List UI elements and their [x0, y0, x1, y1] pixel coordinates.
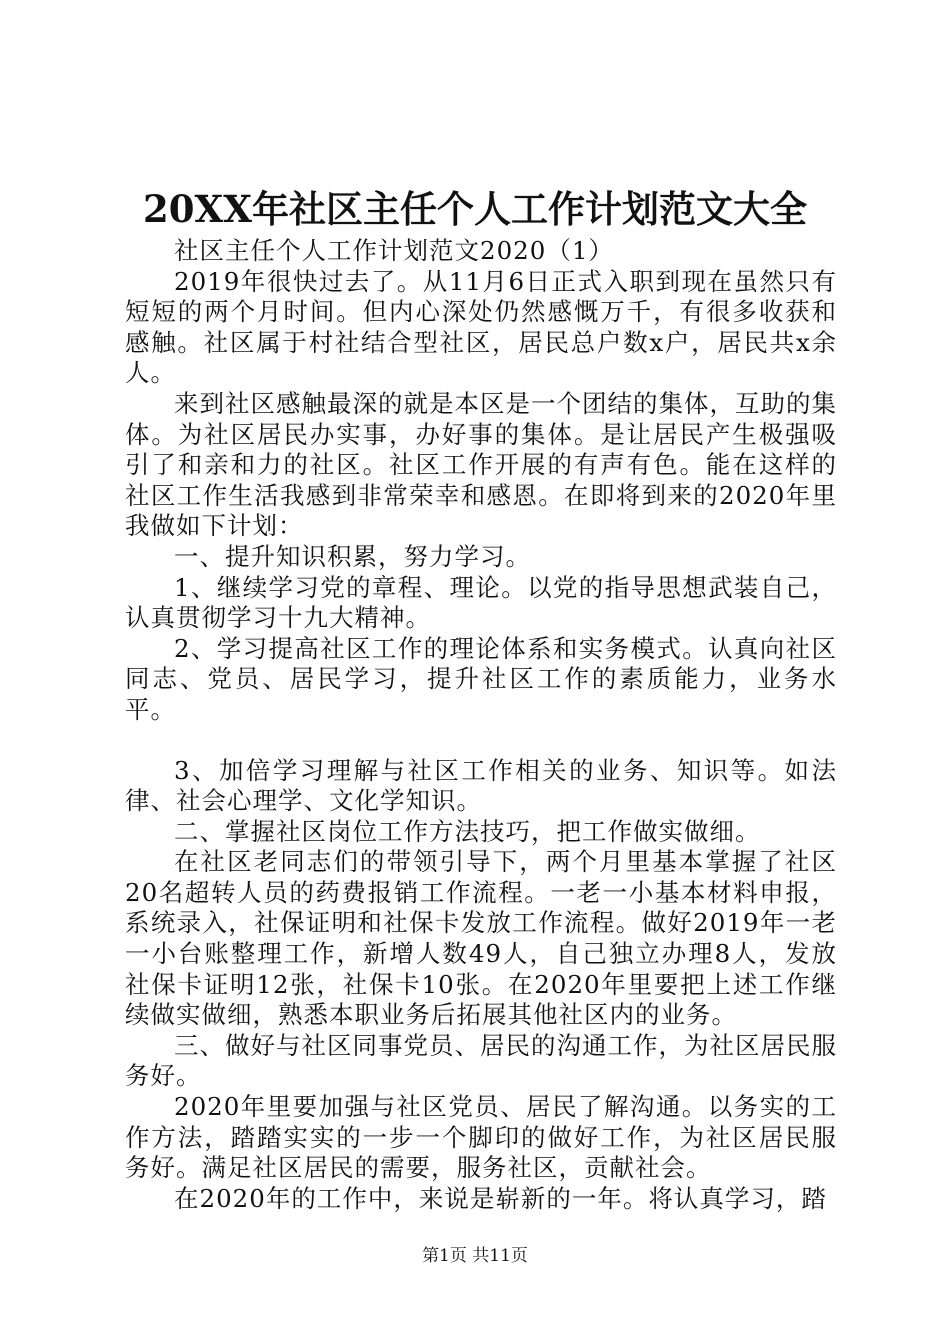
- paragraph: 2019年很快过去了。从11月6日正式入职到现在虽然只有短短的两个月时间。但内心深处仍然感慨万千，有很多收获和感触。社区属于村社结合型社区，居民总户数x户，居民共x余人。: [125, 266, 837, 388]
- section-heading: 二、掌握社区岗位工作方法技巧，把工作做实做细。: [174, 816, 761, 846]
- paragraph-subtitle: 社区主任个人工作计划范文2020（1）: [174, 236, 614, 265]
- document-body: [125, 236, 837, 1214]
- section-heading: 一、提升知识积累，努力学习。: [174, 541, 531, 571]
- paragraph: 2020年里要加强与社区党员、居民了解沟通。以务实的工作方法，踏踏实实的一步一个脚印的做好工作，为社区居民服务好。满足社区居民的需要，服务社区，贡献社会。: [125, 1092, 837, 1183]
- paragraph: 在社区老同志们的带领引导下，两个月里基本掌握了社区20名超转人员的药费报销工作流程。一老一小基本材料申报，系统录入，社保证明和社保卡发放工作流程。做好2019年一老一小台账整理工作，新增人数49人，自己独立办理8人，发放社保卡证明12张，社保卡10张。在2020年里要把上述工作继续做实做细，熟悉本职业务后拓展其他社区内的业务。: [125, 847, 837, 1030]
- document-title: 20XX年社区主任个人工作计划范文大全: [143, 187, 807, 231]
- list-item: 3、加倍学习理解与社区工作相关的业务、知识等。如法律、社会心理学、文化学知识。: [125, 755, 837, 816]
- page-footer: 第1页 共11页: [422, 1246, 528, 1266]
- paragraph: 在2020年的工作中，来说是崭新的一年。将认真学习，踏: [174, 1183, 827, 1213]
- section-heading: 三、做好与社区同事党员、居民的沟通工作，为社区居民服务好。: [125, 1030, 837, 1091]
- list-item: 2、学习提高社区工作的理论体系和实务模式。认真向社区同志、党员、居民学习，提升社区工作的素质能力，业务水平。: [125, 633, 837, 724]
- list-item: 1、继续学习党的章程、理论。以党的指导思想武装自己，认真贯彻学习十九大精神。: [125, 572, 837, 633]
- paragraph: 来到社区感触最深的就是本区是一个团结的集体，互助的集体。为社区居民办实事，办好事的集体。是让居民产生极强吸引了和亲和力的社区。社区工作开展的有声有色。能在这样的社区工作生活我感到非常荣幸和感恩。在即将到来的2020年里我做如下计划：: [125, 388, 837, 541]
